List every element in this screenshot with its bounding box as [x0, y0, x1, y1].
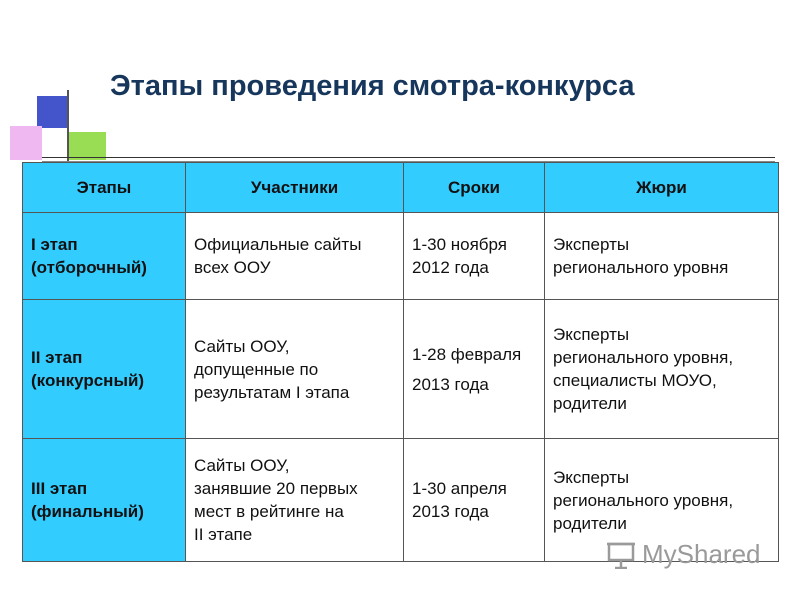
header-stages: Этапы [23, 163, 186, 213]
participants-line: занявшие 20 первых [194, 479, 358, 498]
jury-line: родители [553, 394, 627, 413]
header-jury: Жюри [545, 163, 779, 213]
jury-cell [545, 300, 779, 439]
dates-line: 2012 года [412, 258, 489, 277]
participants-line: Сайты ООУ, [194, 456, 290, 475]
dates-line: 2013 года [412, 374, 489, 394]
jury-line: регионального уровня, [553, 490, 734, 510]
stage-name: II этап [31, 348, 83, 367]
dates-cell [404, 300, 545, 439]
table-row [23, 300, 779, 439]
participants-cell [186, 213, 404, 300]
decor-green-square [68, 132, 106, 160]
jury-line: родители [553, 513, 627, 533]
jury-line: Эксперты [553, 235, 630, 254]
jury-line: регионального уровня [553, 258, 729, 277]
stage-cell [23, 300, 186, 439]
decor-pink-square [10, 126, 42, 160]
dates-line: 1-28 февраля [412, 344, 522, 364]
stage-cell [23, 439, 186, 562]
participants-line: результатам I этапа [194, 382, 350, 402]
stage-name: III этап [31, 479, 88, 498]
jury-line: регионального уровня, [553, 348, 734, 367]
jury-line: специалисты МОУО, [553, 371, 717, 390]
dates-line: 2013 года [412, 502, 489, 521]
watermark-text: MyShared [642, 539, 761, 569]
table-row [23, 213, 779, 300]
stage-type: (отборочный) [31, 258, 147, 277]
watermark [606, 539, 761, 570]
participants-cell [186, 300, 404, 439]
participants-line: мест в рейтинге на [194, 502, 344, 521]
participants-line: Сайты ООУ, [194, 336, 290, 356]
decor-blue-square [37, 96, 67, 128]
stage-type: (конкурсный) [31, 371, 145, 390]
participants-line: всех ООУ [194, 258, 271, 277]
stage-type: (финальный) [31, 502, 144, 521]
jury-line: Эксперты [553, 325, 630, 344]
participants-line: II этапе [194, 525, 253, 544]
participants-line: допущенные по [194, 359, 319, 379]
dates-cell [404, 213, 545, 300]
jury-cell [545, 213, 779, 300]
participants-cell [186, 439, 404, 562]
header-dates: Сроки [404, 163, 545, 213]
decor-horizontal-line [42, 157, 775, 158]
presentation-board-icon [606, 541, 636, 569]
dates-line: 1-30 ноября [412, 235, 508, 254]
participants-line: Официальные сайты [194, 235, 362, 254]
table-header-row [23, 163, 779, 213]
stage-name: I этап [31, 235, 78, 254]
header-participants: Участники [186, 163, 404, 213]
stage-cell [23, 213, 186, 300]
stages-table [22, 162, 779, 562]
decor-vertical-line [67, 90, 69, 162]
dates-cell [404, 439, 545, 562]
slide-title: Этапы проведения смотра-конкурса [110, 70, 635, 102]
jury-line: Эксперты [553, 467, 630, 487]
dates-line: 1-30 апреля [412, 479, 507, 498]
